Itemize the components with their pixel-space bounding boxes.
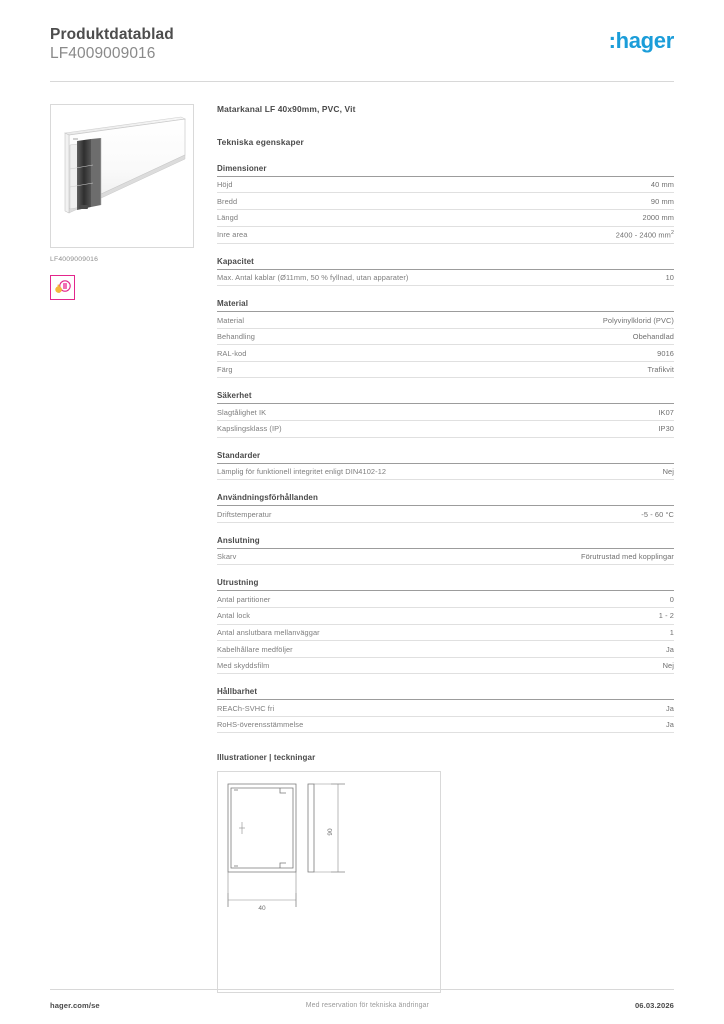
spec-row [217,312,674,329]
spec-value: -5 - 60 °C [641,509,674,519]
reach-svhc-icon[interactable] [50,275,75,300]
page-footer [50,989,674,1010]
spec-row [217,506,674,523]
spec-section-title: Dimensioner [217,164,674,177]
footer-date: 06.03.2026 [634,1001,674,1010]
footer-website[interactable]: hager.com/se [50,1001,100,1010]
spec-row [217,177,674,194]
spec-label: Kapslingsklass (IP) [217,424,282,434]
spec-value: Ja [665,644,674,654]
hager-logo-text: :hager [608,28,674,53]
spec-value: Förutrustad med kopplingar [581,552,674,562]
spec-section-title: Standarder [217,451,674,464]
spec-label: Med skyddsfilm [217,661,270,671]
page-body [50,104,674,994]
spec-value: 9016 [657,348,674,358]
spec-label: Antal lock [217,611,251,621]
product-media-column [50,104,194,300]
spec-row [217,404,674,421]
spec-label: Höjd [217,180,233,190]
spec-section-title: Användningsförhållanden [217,493,674,506]
spec-label: Antal partitioner [217,594,271,604]
spec-label: Antal anslutbara mellanväggar [217,627,320,637]
spec-label: Max. Antal kablar (Ø11mm, 50 % fyllnad, utan apparater) [217,272,409,282]
spec-label: Skarv [217,552,237,562]
spec-value: 1 [669,627,674,637]
spec-section-title: Hållbarhet [217,687,674,700]
spec-value: 2400 - 2400 $mm^2$ [615,229,674,240]
product-trunking-illustration [57,115,189,237]
drawing-height-label: 90 [327,828,334,837]
spec-section [217,299,674,378]
spec-sections [217,164,674,734]
spec-value: Ja [665,703,674,713]
page-header [50,0,674,64]
spec-row [217,210,674,227]
page-title: Produktdatablad [50,26,174,43]
spec-row [217,608,674,625]
spec-value: Nej [662,467,674,477]
spec-section [217,257,674,287]
spec-section [217,164,674,244]
spec-row [217,591,674,608]
spec-row [217,658,674,675]
spec-label: Inre area [217,230,248,240]
product-image-caption: LF4009009016 [50,255,99,263]
spec-label: Material [217,315,245,325]
drawing-width-label: 40 [258,905,266,913]
spec-row [217,270,674,287]
technical-drawing [218,772,440,992]
spec-value: 40 mm [650,180,674,190]
spec-label: Kabelhållare medföljer [217,644,293,654]
spec-label: RAL-kod [217,348,247,358]
header-titles [50,26,174,64]
spec-value: 10 [665,272,674,282]
spec-section-title: Kapacitet [217,257,674,270]
spec-row [217,362,674,379]
spec-label: Bredd [217,196,238,206]
spec-label: Slagtålighet IK [217,407,267,417]
spec-value: 2000 mm [642,213,674,223]
spec-row [217,345,674,362]
spec-row [217,549,674,566]
spec-section-title: Material [217,299,674,312]
spec-row [217,329,674,346]
spec-row [217,464,674,481]
spec-section-title: Säkerhet [217,391,674,404]
spec-value: IP30 [658,424,674,434]
spec-label: RoHS-överensstämmelse [217,720,304,730]
spec-section [217,493,674,523]
header-divider [50,81,674,82]
illustrations-box [217,771,441,993]
spec-row [217,625,674,642]
spec-value: 1 - 2 [658,611,674,621]
spec-row [217,421,674,438]
spec-value: 0 [669,594,674,604]
spec-section-title: Utrustning [217,578,674,591]
footer-disclaimer: Med reservation för tekniska ändringar [305,1002,429,1009]
spec-section [217,391,674,437]
spec-label: Lämplig för funktionell integritet enligt DIN4102-12 [217,467,387,477]
spec-value: 90 mm [650,196,674,206]
illustrations-heading: Illustrationer | teckningar [217,753,316,763]
spec-row [217,700,674,717]
product-name: Matarkanal LF 40x90mm, PVC, Vit [217,103,356,114]
spec-value: Obehandlad [632,332,674,342]
spec-row [217,227,674,244]
hager-logo [609,30,674,52]
spec-section [217,451,674,481]
spec-value: Trafikvit [647,365,674,375]
badge-row [50,275,194,300]
specifications-column [217,104,674,994]
spec-value: IK07 [658,407,674,417]
spec-label: Färg [217,365,233,375]
spec-row [217,193,674,210]
technical-properties-heading: Tekniska egenskaper [217,136,304,147]
spec-value: Nej [662,661,674,671]
spec-value: Ja [665,720,674,730]
spec-section [217,687,674,733]
spec-row [217,641,674,658]
spec-section [217,578,674,674]
spec-label: Driftstemperatur [217,509,272,519]
spec-section [217,536,674,566]
product-image-box [50,104,194,248]
spec-label: Behandling [217,332,255,342]
reach-svhc-glyph [53,278,72,297]
spec-value: Polyvinylklorid (PVC) [602,315,674,325]
spec-section-title: Anslutning [217,536,674,549]
product-reference: LF4009009016 [50,44,156,62]
spec-row [217,717,674,734]
spec-label: Längd [217,213,239,223]
spec-label: REACh-SVHC fri [217,703,275,713]
